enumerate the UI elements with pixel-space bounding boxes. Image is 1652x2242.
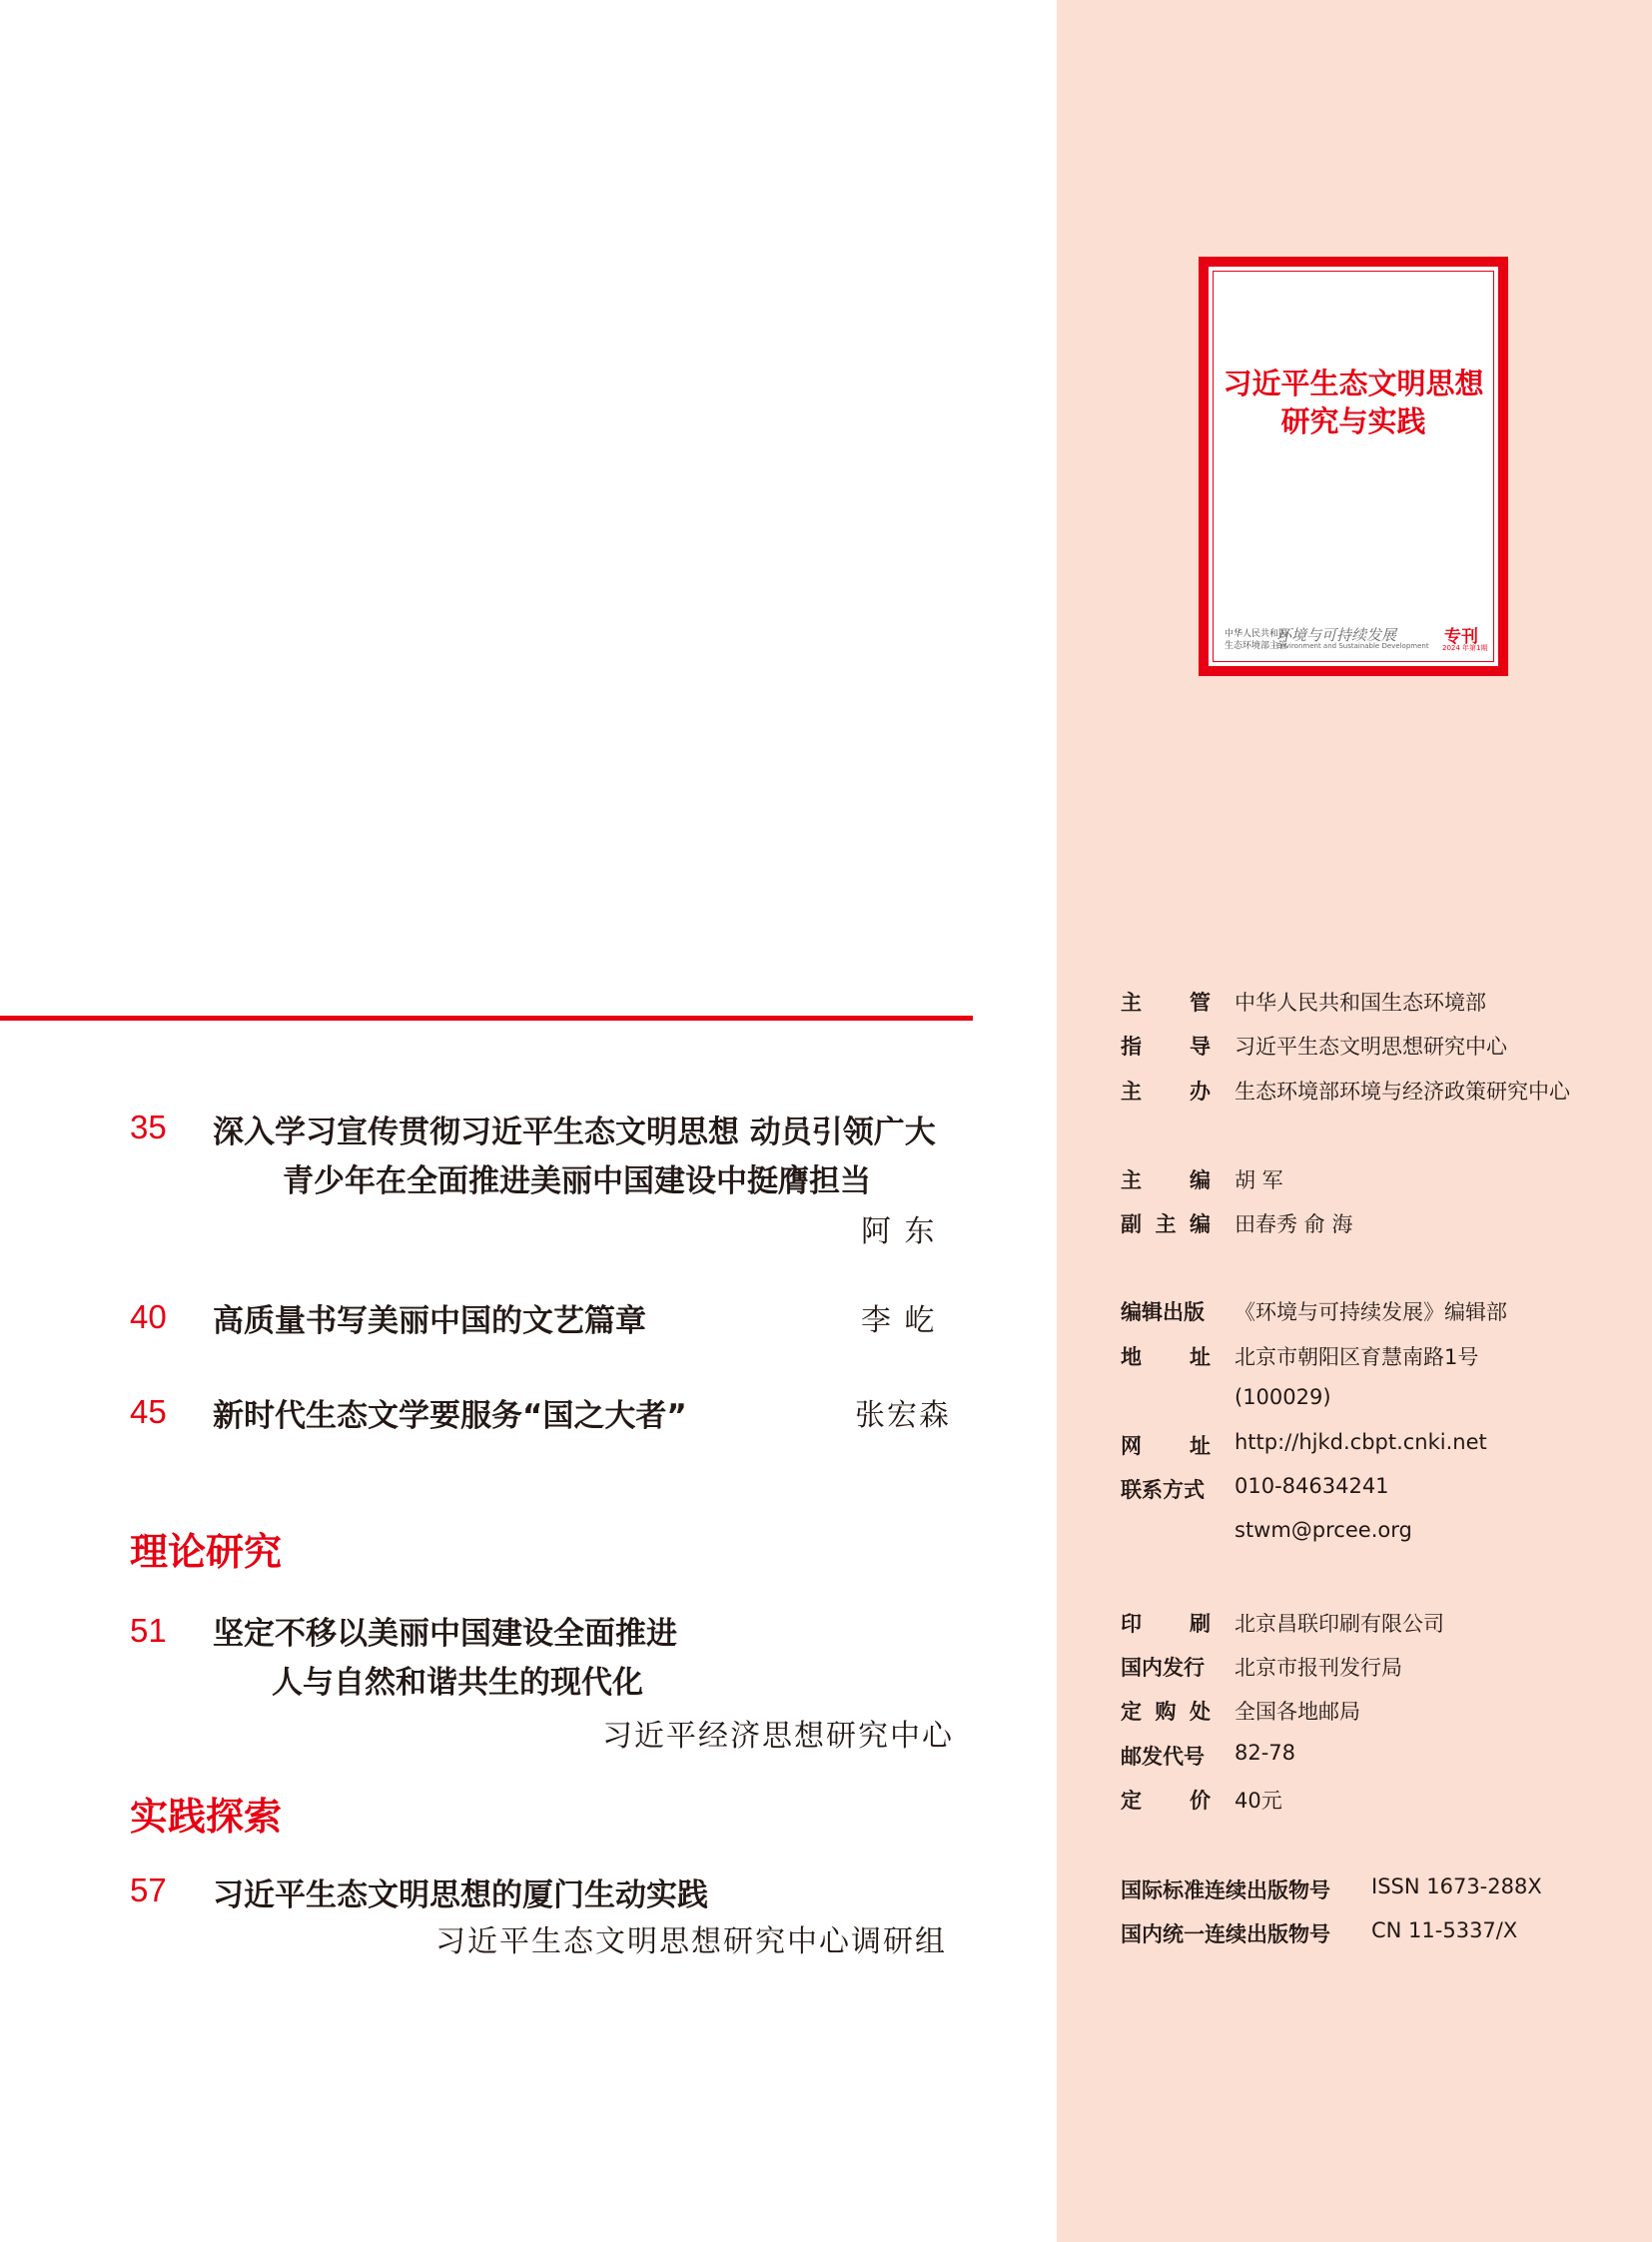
section-heading-theory: 理论研究 xyxy=(130,1530,283,1574)
toc-title-continued: 青少年在全面推进美丽中国建设中挺膺担当 xyxy=(283,1163,871,1199)
divider-rule xyxy=(0,1016,973,1021)
masthead-value: 中华人民共和国生态环境部 xyxy=(1235,991,1486,1015)
toc-author: 习近平经济思想研究中心 xyxy=(602,1719,954,1754)
toc-page-number: 40 xyxy=(130,1298,167,1335)
cover-title-line1: 习近平生态文明思想 xyxy=(1223,367,1484,400)
masthead-value: (100029) xyxy=(1235,1385,1331,1409)
cover-thumbnail xyxy=(1199,257,1508,676)
masthead-label: 国内发行 xyxy=(1121,1656,1205,1680)
masthead-label: 副 主 编 xyxy=(1121,1212,1211,1236)
masthead-label: 地 址 xyxy=(1121,1345,1211,1369)
masthead-value: 82-78 xyxy=(1235,1741,1296,1765)
masthead-value: CN 11-5337/X xyxy=(1371,1918,1518,1942)
masthead-label: 联系方式 xyxy=(1121,1478,1205,1502)
toc-title-continued: 人与自然和谐共生的现代化 xyxy=(272,1665,643,1701)
toc-page-number: 57 xyxy=(130,1871,167,1908)
masthead-label: 国内统一连续出版物号 xyxy=(1121,1922,1330,1946)
cover-publisher-line1: 中华人民共和国 xyxy=(1225,629,1288,639)
masthead-value: 40元 xyxy=(1235,1789,1282,1813)
masthead-value: 010-84634241 xyxy=(1235,1474,1389,1498)
masthead-value: 北京市报刊发行局 xyxy=(1235,1656,1402,1680)
masthead-value: 全国各地邮局 xyxy=(1235,1700,1360,1724)
masthead-label: 主 办 xyxy=(1121,1080,1211,1104)
masthead-value: http://hjkd.cbpt.cnki.net xyxy=(1235,1430,1487,1454)
masthead-label: 定 价 xyxy=(1121,1789,1211,1813)
toc-author: 张宏森 xyxy=(855,1398,951,1433)
cover-journal-english: Environment and Sustainable Development xyxy=(1276,642,1429,650)
masthead-value: 胡 军 xyxy=(1235,1168,1283,1192)
cover-border xyxy=(1213,271,1494,662)
masthead-label: 主 管 xyxy=(1121,991,1211,1015)
masthead-value: 生态环境部环境与经济政策研究中心 xyxy=(1235,1080,1570,1104)
toc-author: 习近平生态文明思想研究中心调研组 xyxy=(435,1924,947,1959)
toc-author: 李 屹 xyxy=(861,1303,937,1338)
masthead-label: 邮发代号 xyxy=(1121,1745,1205,1769)
toc-title: 坚定不移以美丽中国建设全面推进 xyxy=(213,1616,677,1652)
section-heading-practice: 实践探索 xyxy=(130,1795,283,1839)
masthead-label: 国际标准连续出版物号 xyxy=(1121,1878,1330,1902)
toc-page-number: 35 xyxy=(130,1109,167,1145)
masthead-value: 《环境与可持续发展》编辑部 xyxy=(1235,1300,1507,1324)
masthead-value: 北京市朝阳区育慧南路1号 xyxy=(1235,1345,1479,1369)
cover-publisher-line2: 生态环境部主管 xyxy=(1225,641,1288,651)
toc-title: 习近平生态文明思想的厦门生动实践 xyxy=(213,1877,708,1913)
toc-page-number: 51 xyxy=(130,1612,167,1649)
masthead-value: ISSN 1673-288X xyxy=(1371,1874,1542,1898)
masthead-value: stwm@prcee.org xyxy=(1235,1518,1412,1542)
toc-author: 阿 东 xyxy=(861,1214,937,1249)
toc-page-number: 45 xyxy=(130,1393,167,1430)
masthead-label: 网 址 xyxy=(1121,1434,1211,1458)
masthead-value: 田春秀 俞 海 xyxy=(1235,1212,1353,1236)
masthead-label: 主 编 xyxy=(1121,1168,1211,1192)
cover-issue: 2024 年第1期 xyxy=(1442,644,1488,652)
cover-special-label: 专刊 xyxy=(1444,627,1478,647)
masthead-value: 北京昌联印刷有限公司 xyxy=(1235,1612,1444,1636)
toc-title: 深入学习宣传贯彻习近平生态文明思想 动员引领广大 xyxy=(213,1115,936,1150)
masthead-label: 编辑出版 xyxy=(1121,1300,1205,1324)
masthead-label: 印 刷 xyxy=(1121,1612,1211,1636)
cover-journal-name: 环境与可持续发展 xyxy=(1276,626,1397,644)
toc-title: 新时代生态文学要服务“国之大者” xyxy=(213,1398,687,1434)
cover-title-line2: 研究与实践 xyxy=(1280,404,1426,438)
toc-title: 高质量书写美丽中国的文艺篇章 xyxy=(213,1303,646,1339)
masthead-value: 习近平生态文明思想研究中心 xyxy=(1235,1035,1507,1059)
masthead-label: 指 导 xyxy=(1121,1035,1211,1059)
masthead-label: 定 购 处 xyxy=(1121,1700,1211,1724)
cover-inner xyxy=(1209,267,1498,666)
